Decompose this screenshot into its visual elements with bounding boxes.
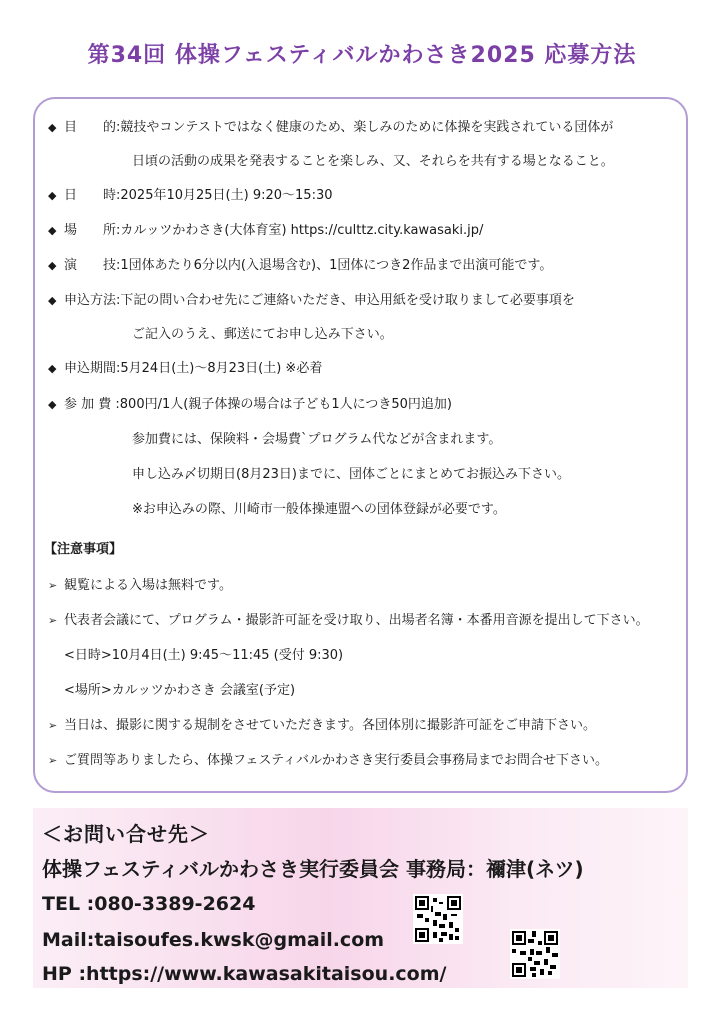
item-perform: ◆ 演 技:1団体あたり6分以内(入退場含む)、1団体につき2作品まで出演可能です。 (48, 258, 553, 273)
note-item: ➢ ご質問等ありましたら、体操フェスティバルかわさき実行委員会事務局までお問合せ下さい。 (48, 753, 609, 768)
place-link[interactable]: カルッツかわさき(大体育室) https://culttz.city.kawasaki.jp/ (120, 223, 484, 238)
note-meeting-place: <場所>カルッツかわさき 会議室(予定) (64, 683, 296, 698)
note-item: ➢ 当日は、撮影に関する規制をさせていただきます。各団体別に撮影許可証をご申請下さい。 (48, 718, 596, 733)
item-period: ◆ 申込期間:5月24日(土)～8月23日(土) ※必着 (48, 361, 323, 376)
item-apply-cont: ご記入のうえ、郵送にてお申し込み下さい。 (132, 327, 393, 342)
note-meeting-date: <日時>10月4日(土) 9:45～11:45 (受付 9:30) (64, 648, 344, 663)
qr-code-icon[interactable] (510, 929, 560, 979)
diamond-icon: ◆ (48, 189, 57, 202)
notes-header: 【注意事項】 (44, 542, 123, 557)
contact-org: 体操フェスティバルかわさき実行委員会 事務局：禰津(ネツ) (42, 857, 584, 881)
arrow-bullet-icon: ➢ (48, 754, 58, 767)
contact-tel[interactable]: TEL :080-3389-2624 (42, 893, 256, 915)
diamond-icon: ◆ (48, 362, 57, 375)
item-fee-cont2: 申し込み〆切期日(8月23日)までに、団体ごとにまとめてお振込み下さい。 (132, 467, 570, 482)
item-apply: ◆ 申込方法:下記の問い合わせ先にご連絡いただき、申込用紙を受け取りまして必要事項を (48, 293, 575, 308)
diamond-icon: ◆ (48, 259, 57, 272)
note-item: ➢ 代表者会議にて、プログラム・撮影許可証を受け取り、出場者名簿・本番用音源を提出して下さい。 (48, 613, 649, 628)
item-fee-cont1: 参加費には、保険料・会場費`プログラム代などが含まれます。 (132, 432, 502, 447)
item-date: ◆ 日 時:2025年10月25日(土) 9:20～15:30 (48, 188, 333, 203)
diamond-icon: ◆ (48, 224, 57, 237)
page-title: 第34回 体操フェスティバルかわさき2025 応募方法 (87, 43, 637, 68)
item-purpose: ◆ 目 的:競技やコンテストではなく健康のため、楽しみのために体操を実践されている団体が (48, 120, 614, 135)
note-item: ➢ 観覧による入場は無料です。 (48, 578, 232, 593)
contact-mail[interactable]: Mail:taisoufes.kwsk@gmail.com (42, 929, 385, 951)
item-fee-cont3: ※お申込みの際、川崎市一般体操連盟への団体登録が必要です。 (132, 502, 506, 517)
item-purpose-cont: 日頃の活動の成果を発表することを楽しみ、又、それらを共有する場となること。 (132, 154, 614, 169)
contact-heading: ＜お問い合せ先＞ (42, 822, 210, 846)
arrow-bullet-icon: ➢ (48, 579, 58, 592)
diamond-icon: ◆ (48, 121, 57, 134)
qr-code-icon[interactable] (413, 894, 463, 944)
diamond-icon: ◆ (48, 398, 57, 411)
contact-hp[interactable]: HP :https://www.kawasakitaisou.com/ (42, 963, 447, 985)
arrow-bullet-icon: ➢ (48, 719, 58, 732)
diamond-icon: ◆ (48, 294, 57, 307)
arrow-bullet-icon: ➢ (48, 614, 58, 627)
item-fee: ◆ 参 加 費 :800円/1人(親子体操の場合は子ども1人につき50円追加) (48, 397, 452, 412)
item-place: ◆ 場 所:カルッツかわさき(大体育室) https://culttz.city.kawasaki.jp/ (48, 223, 484, 238)
